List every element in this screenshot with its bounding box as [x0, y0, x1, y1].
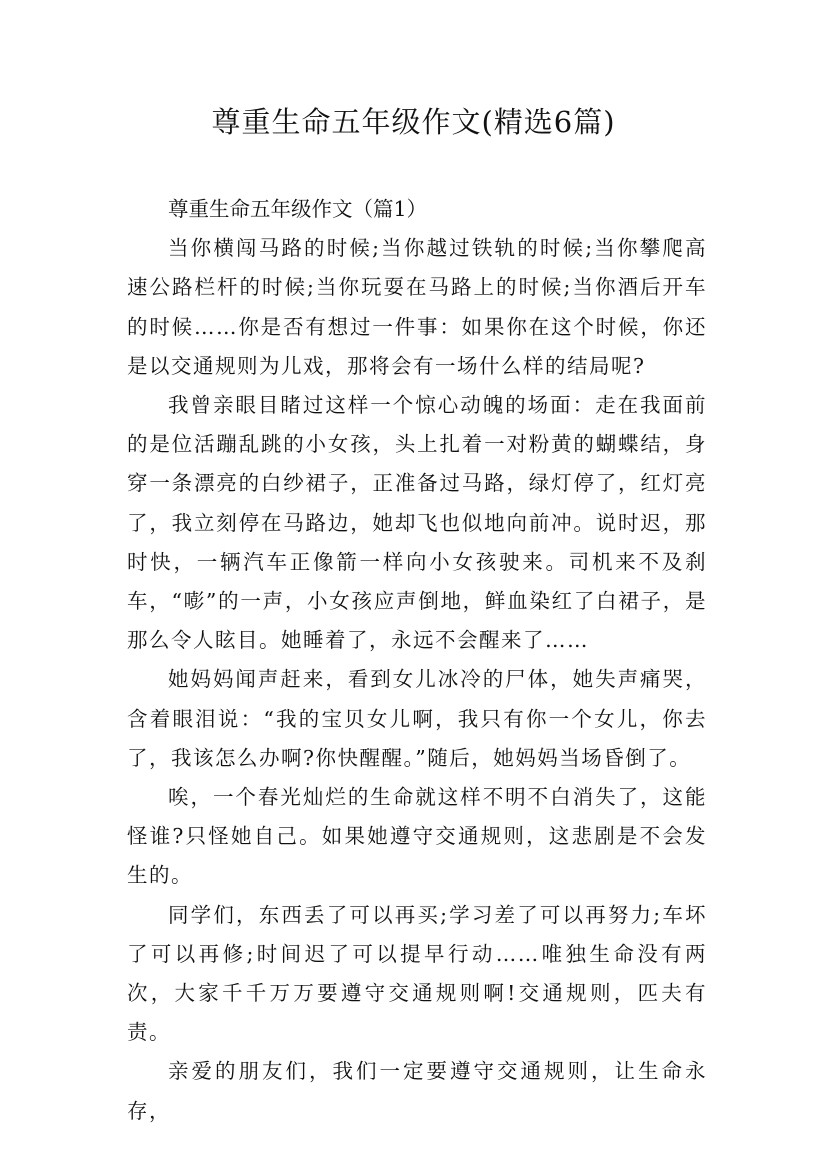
paragraph-2: 我曾亲眼目睹过这样一个惊心动魄的场面：走在我面前的是位活蹦乱跳的小女孩，头上扎着一对粉黄的蝴蝶结，身穿一条漂亮的白纱裙子，正准备过马路，绿灯停了，红灯亮了，我立刻停在马路边，她却飞也似地向前冲。说时迟，那时快，一辆汽车正像箭一样向小女孩驶来。司机来不及刹车，“嘭”的一声，小女孩应声倒地，鲜血染红了白裙子，是那么令人眩目。她睡着了，永远不会醒来了…… [127, 393, 707, 653]
document-body [127, 190, 707, 1131]
paragraph-5: 同学们，东西丢了可以再买;学习差了可以再努力;车坏了可以再修;时间迟了可以提早行动……唯独生命没有两次，大家千千万万要遵守交通规则啊!交通规则，匹夫有责。 [127, 902, 707, 1045]
paragraph-1: 当你横闯马路的时候;当你越过铁轨的时候;当你攀爬高速公路栏杆的时候;当你玩耍在马路上的时候;当你酒后开车的时候……你是否有想过一件事：如果你在这个时候，你还是以交通规则为儿戏，那将会有一场什么样的结局呢? [127, 236, 707, 378]
section-heading: 尊重生命五年级作文（篇1） [168, 197, 428, 221]
paragraph-3: 她妈妈闻声赶来，看到女儿冰冷的尸体，她失声痛哭，含着眼泪说：“我的宝贝女儿啊，我只有你一个女儿，你去了，我该怎么办啊?你快醒醒。”随后，她妈妈当场昏倒了。 [127, 667, 707, 770]
paragraph-6: 亲爱的朋友们，我们一定要遵守交通规则，让生命永存， [127, 1059, 707, 1123]
document-title: 尊重生命五年级作文(精选6篇) [211, 105, 616, 139]
paragraph-4: 唉，一个春光灿烂的生命就这样不明不白消失了，这能怪谁?只怪她自己。如果她遵守交通规则，这悲剧是不会发生的。 [127, 785, 707, 888]
